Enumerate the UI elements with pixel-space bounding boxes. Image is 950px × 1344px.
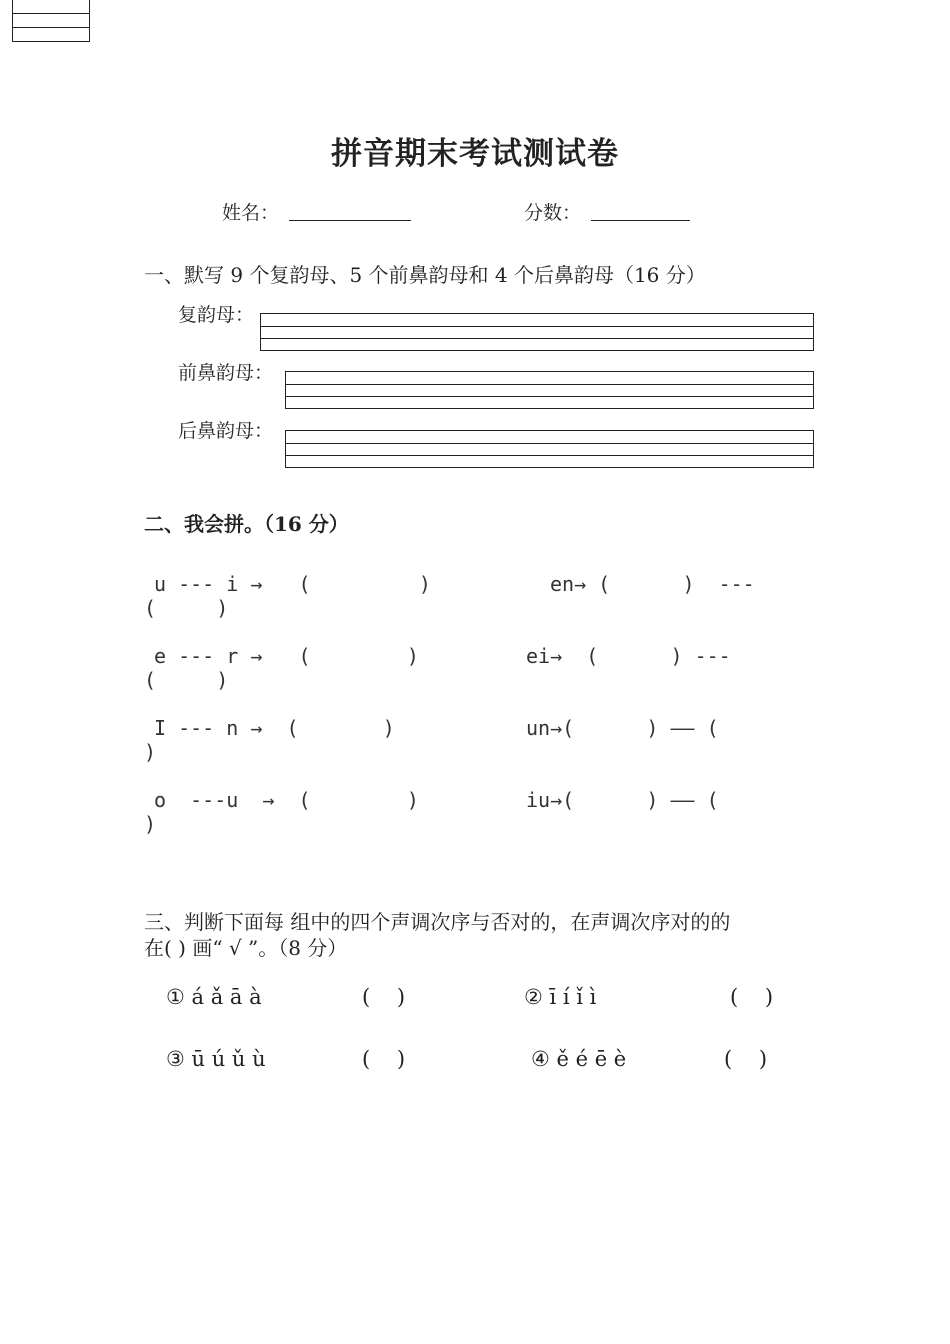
spell-wrap: ( ) — [144, 596, 229, 620]
writing-line — [286, 455, 813, 456]
spell-right: en→ ( ) --- — [550, 572, 755, 596]
writing-box-back-nasal[interactable] — [285, 430, 814, 468]
writing-line — [261, 326, 813, 327]
answer-bracket[interactable]: ( ) — [724, 1047, 768, 1071]
section1-heading: 一、默写 9 个复韵母、5 个前鼻韵母和 4 个后鼻韵母（16 分） — [144, 263, 706, 287]
writing-box-compound-finals[interactable] — [260, 313, 814, 351]
writing-line — [286, 396, 813, 397]
spell-right: iu→( ) —— ( — [526, 788, 719, 812]
spell-right: un→( ) —— ( — [526, 716, 719, 740]
spell-left: I --- n → ( ) — [154, 716, 395, 740]
spell-wrap: ( ) — [144, 668, 229, 692]
corner-box-line — [13, 27, 89, 28]
score-label: 分数： — [524, 202, 582, 224]
tone-group: ③ ū ú ǔ ù — [166, 1047, 266, 1071]
row-label-compound-finals: 复韵母： — [178, 304, 255, 326]
score-field[interactable] — [591, 220, 690, 221]
writing-line — [286, 384, 813, 385]
spell-wrap: ) — [144, 740, 157, 764]
page-title: 拼音期末考试测试卷 — [331, 136, 619, 172]
writing-line — [286, 443, 813, 444]
row-label-back-nasal: 后鼻韵母： — [178, 420, 274, 442]
tone-group: ① á ǎ ā à — [166, 985, 262, 1009]
section3-heading-line1: 三、判断下面每 组中的四个声调次序与否对的，在声调次序对的的 — [144, 910, 731, 934]
spell-left: u --- i → ( ) — [154, 572, 431, 596]
corner-box-line — [13, 13, 89, 14]
tone-group: ② ī í ǐ ì — [524, 985, 597, 1009]
writing-line — [261, 338, 813, 339]
writing-box-front-nasal[interactable] — [285, 371, 814, 409]
answer-bracket[interactable]: ( ) — [362, 985, 406, 1009]
answer-bracket[interactable]: ( ) — [730, 985, 774, 1009]
name-label: 姓名： — [222, 202, 280, 224]
row-label-front-nasal: 前鼻韵母： — [178, 362, 274, 384]
tone-group: ④ ě é ē è — [531, 1047, 627, 1071]
spell-left: e --- r → ( ) — [154, 644, 419, 668]
spell-wrap: ) — [144, 812, 157, 836]
section3-heading-line2: 在( ) 画“ √ ”。（8 分） — [144, 936, 348, 960]
corner-box — [12, 0, 90, 42]
spell-right: ei→ ( ) --- — [526, 644, 731, 668]
section2-heading: 二、我会拼。（16 分） — [144, 512, 349, 536]
spell-left: o ---u → ( ) — [154, 788, 419, 812]
answer-bracket[interactable]: ( ) — [362, 1047, 406, 1071]
name-field[interactable] — [289, 220, 411, 221]
